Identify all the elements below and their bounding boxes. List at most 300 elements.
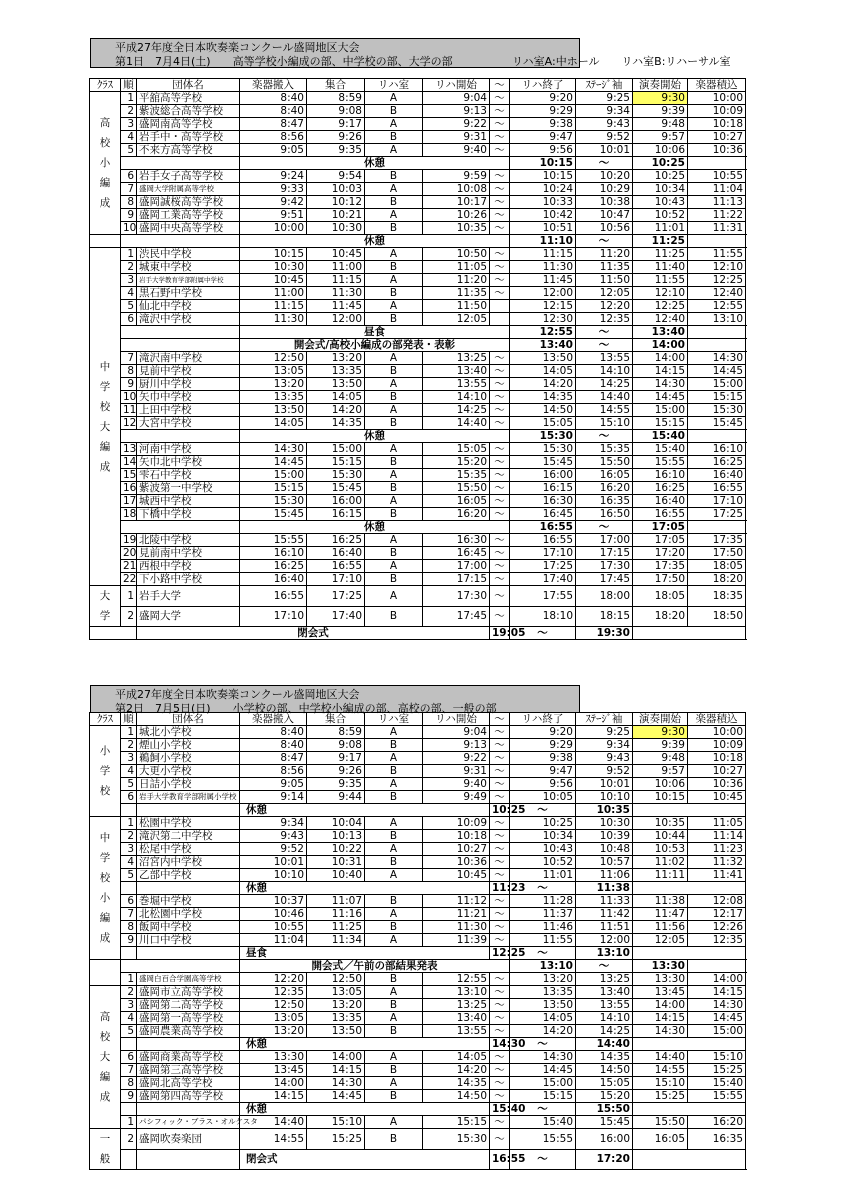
cell-room: A <box>365 986 423 999</box>
cell-rs: 13:25 <box>423 352 490 365</box>
order-number: 5 <box>121 869 137 882</box>
cell-load: 11:23 <box>688 843 746 856</box>
cell-room: B <box>365 765 423 778</box>
spacer-cell <box>688 235 746 248</box>
cell-meet: 14:05 <box>307 391 365 404</box>
cell-meet: 13:35 <box>307 365 365 378</box>
cell-room: B <box>365 365 423 378</box>
cell-perf: 13:30 <box>633 973 688 986</box>
cell-room: B <box>365 547 423 560</box>
cell-stage: 11:51 <box>576 921 633 934</box>
order-number: 7 <box>121 183 137 196</box>
cell-perf: 10:44 <box>633 830 688 843</box>
cell-room: B <box>365 895 423 908</box>
cell-room: A <box>365 248 423 261</box>
cell-room: B <box>365 999 423 1012</box>
cell-load: 11:14 <box>688 830 746 843</box>
cell-rs: 15:50 <box>423 482 490 495</box>
class-label: 一般 <box>99 1133 111 1165</box>
cell-perf: 12:40 <box>633 313 688 326</box>
spacer-cell <box>90 627 137 640</box>
spacer-cell <box>121 157 240 170</box>
cell-tilde: ～ <box>490 391 510 404</box>
cell-load: 10:27 <box>688 131 746 144</box>
cell-re: 17:25 <box>510 560 576 573</box>
cell-re: 9:29 <box>510 105 576 118</box>
cell-inst: 9:05 <box>240 778 307 791</box>
cell-load: 14:00 <box>688 973 746 986</box>
cell-rs: 14:40 <box>423 417 490 430</box>
order-number: 10 <box>121 222 137 235</box>
cell-inst: 13:30 <box>240 1051 307 1064</box>
spacer-cell <box>121 235 240 248</box>
break-label: 昼食 <box>240 947 490 960</box>
cell-tilde: ～ <box>490 1077 510 1090</box>
group-name: 大更小学校 <box>137 765 240 778</box>
cell-stage: 16:20 <box>576 482 633 495</box>
class-label-cell <box>90 1129 121 1170</box>
cell-tilde: ～ <box>490 105 510 118</box>
cell-load: 14:15 <box>688 986 746 999</box>
day1-header <box>90 38 580 68</box>
cell-rs: 11:39 <box>423 934 490 947</box>
group-name: 仙北中学校 <box>137 300 240 313</box>
cell-meet: 10:45 <box>307 248 365 261</box>
cell-stage: 11:06 <box>576 869 633 882</box>
cell-tilde: ～ <box>490 1116 510 1129</box>
break-row <box>90 326 746 339</box>
cell-re: 17:55 <box>510 586 576 607</box>
cell-re: 11:46 <box>510 921 576 934</box>
cell-perf: 10:35 <box>633 817 688 830</box>
cell-perf: 10:06 <box>633 778 688 791</box>
cell-tilde: ～ <box>490 856 510 869</box>
cell-meet: 9:54 <box>307 170 365 183</box>
cell-rs: 11:35 <box>423 287 490 300</box>
cell-load: 12:26 <box>688 921 746 934</box>
cell-load: 12:25 <box>688 274 746 287</box>
cell-load: 10:09 <box>688 105 746 118</box>
cell-rs: 15:20 <box>423 456 490 469</box>
cell-perf: 10:15 <box>633 791 688 804</box>
cell-rs: 14:35 <box>423 1077 490 1090</box>
cell-stage: 17:15 <box>576 547 633 560</box>
order-number: 1 <box>121 92 137 105</box>
cell-inst: 12:20 <box>240 973 307 986</box>
cell-rs: 13:55 <box>423 378 490 391</box>
cell-tilde: ～ <box>490 248 510 261</box>
break-end: 15:50 <box>576 1103 633 1116</box>
cell-re: 15:55 <box>510 1129 576 1150</box>
cell-stage: 9:52 <box>576 131 633 144</box>
rehearsal-room-legend: リハ室A:中ホール リハ室B:リハーサル室 <box>512 55 731 68</box>
cell-inst: 15:55 <box>240 534 307 547</box>
table-row <box>90 1064 746 1077</box>
cell-re: 9:20 <box>510 726 576 739</box>
cell-inst: 9:33 <box>240 183 307 196</box>
cell-inst: 11:00 <box>240 287 307 300</box>
break-row <box>90 1103 746 1116</box>
cell-perf: 9:48 <box>633 752 688 765</box>
cell-inst: 10:10 <box>240 869 307 882</box>
cell-room: B <box>365 1025 423 1038</box>
table-row <box>90 908 746 921</box>
cell-load: 10:27 <box>688 765 746 778</box>
spacer-cell <box>121 1149 137 1170</box>
cell-rs: 15:30 <box>423 1129 490 1150</box>
cell-rs: 9:40 <box>423 778 490 791</box>
order-number: 17 <box>121 495 137 508</box>
cell-perf: 9:30 <box>633 92 688 105</box>
cell-rs: 17:15 <box>423 573 490 586</box>
cell-room: B <box>365 830 423 843</box>
break-tilde: ～ <box>510 947 576 960</box>
order-number: 2 <box>121 986 137 999</box>
column-header: 演奏開始 <box>633 713 688 726</box>
cell-load: 17:25 <box>688 508 746 521</box>
cell-tilde: ～ <box>490 1090 510 1103</box>
cell-meet: 17:10 <box>307 573 365 586</box>
cell-stage: 9:25 <box>576 726 633 739</box>
group-name: 大宮中学校 <box>137 417 240 430</box>
cell-tilde: ～ <box>490 261 510 274</box>
cell-meet: 14:35 <box>307 417 365 430</box>
cell-stage: 18:15 <box>576 606 633 627</box>
table-row <box>90 261 746 274</box>
cell-stage: 11:35 <box>576 261 633 274</box>
class-label: 中学校小編成 <box>99 832 111 944</box>
spacer-cell <box>121 430 240 443</box>
cell-rs: 9:59 <box>423 170 490 183</box>
cell-rs: 14:50 <box>423 1090 490 1103</box>
cell-stage: 9:43 <box>576 752 633 765</box>
cell-stage: 9:34 <box>576 105 633 118</box>
cell-meet: 14:00 <box>307 1051 365 1064</box>
class-label-cell <box>90 960 121 986</box>
cell-rs: 10:09 <box>423 817 490 830</box>
table-row <box>90 560 746 573</box>
cell-perf: 9:39 <box>633 739 688 752</box>
cell-re: 10:52 <box>510 856 576 869</box>
table-row <box>90 1051 746 1064</box>
cell-load: 15:25 <box>688 1064 746 1077</box>
table-row <box>90 573 746 586</box>
cell-re: 17:40 <box>510 573 576 586</box>
cell-tilde: ～ <box>490 1012 510 1025</box>
cell-meet: 15:25 <box>307 1129 365 1150</box>
group-name: 盛岡第三高等学校 <box>137 1064 240 1077</box>
cell-rs: 9:13 <box>423 105 490 118</box>
cell-meet: 16:55 <box>307 560 365 573</box>
group-name: 城西中学校 <box>137 495 240 508</box>
cell-room: A <box>365 274 423 287</box>
cell-stage: 13:25 <box>576 973 633 986</box>
group-name: 沼宮内中学校 <box>137 856 240 869</box>
break-end: 10:25 <box>633 157 688 170</box>
table-row <box>90 300 746 313</box>
day1-subtitle: 第1日 7月4日(土) 高等学校小編成の部、中学校の部、大学の部 <box>115 55 453 68</box>
cell-stage: 14:35 <box>576 1051 633 1064</box>
table-row <box>90 973 746 986</box>
cell-re: 13:20 <box>510 973 576 986</box>
table-row <box>90 222 746 235</box>
cell-re: 11:45 <box>510 274 576 287</box>
cell-load: 14:30 <box>688 352 746 365</box>
class-label-cell <box>90 586 121 627</box>
cell-room: A <box>365 300 423 313</box>
cell-stage: 16:50 <box>576 508 633 521</box>
cell-inst: 8:56 <box>240 765 307 778</box>
cell-tilde: ～ <box>490 469 510 482</box>
cell-room: B <box>365 131 423 144</box>
cell-inst: 10:37 <box>240 895 307 908</box>
order-number: 8 <box>121 365 137 378</box>
cell-meet: 10:31 <box>307 856 365 869</box>
cell-perf: 14:55 <box>633 1064 688 1077</box>
cell-load: 15:55 <box>688 1090 746 1103</box>
cell-rs: 15:15 <box>423 1116 490 1129</box>
group-name: パシフィック・ブラス・オルケスタ <box>137 1116 240 1129</box>
cell-perf: 16:55 <box>633 508 688 521</box>
table-row <box>90 469 746 482</box>
cell-room: B <box>365 287 423 300</box>
break-tilde: ～ <box>510 1103 576 1116</box>
cell-meet: 10:22 <box>307 843 365 856</box>
cell-meet: 17:25 <box>307 586 365 607</box>
cell-load: 15:15 <box>688 391 746 404</box>
cell-inst: 9:51 <box>240 209 307 222</box>
cell-meet: 9:08 <box>307 105 365 118</box>
cell-meet: 11:16 <box>307 908 365 921</box>
column-header: 集合 <box>307 79 365 92</box>
cell-stage: 10:57 <box>576 856 633 869</box>
day1-title: 平成27年度全日本吹奏楽コンクール盛岡地区大会 <box>115 41 360 54</box>
cell-room: A <box>365 1012 423 1025</box>
cell-room: A <box>365 726 423 739</box>
group-name: 滝沢南中学校 <box>137 352 240 365</box>
spacer-cell <box>121 521 240 534</box>
break-start: 11:23 <box>490 882 510 895</box>
cell-tilde: ～ <box>490 606 510 627</box>
cell-perf: 15:40 <box>633 443 688 456</box>
cell-load: 18:35 <box>688 586 746 607</box>
cell-perf: 9:30 <box>633 726 688 739</box>
cell-meet: 13:20 <box>307 999 365 1012</box>
cell-perf: 18:05 <box>633 586 688 607</box>
table-row <box>90 1090 746 1103</box>
cell-inst: 13:45 <box>240 1064 307 1077</box>
cell-re: 16:45 <box>510 508 576 521</box>
cell-inst: 15:45 <box>240 508 307 521</box>
spacer-cell <box>633 804 746 817</box>
cell-meet: 9:35 <box>307 778 365 791</box>
cell-tilde: ～ <box>490 908 510 921</box>
cell-tilde: ～ <box>490 118 510 131</box>
cell-meet: 9:17 <box>307 118 365 131</box>
cell-rs: 13:40 <box>423 365 490 378</box>
cell-tilde: ～ <box>490 986 510 999</box>
cell-rs: 16:30 <box>423 534 490 547</box>
cell-meet: 12:50 <box>307 973 365 986</box>
cell-meet: 11:00 <box>307 261 365 274</box>
cell-stage: 14:40 <box>576 391 633 404</box>
cell-tilde: ～ <box>490 352 510 365</box>
cell-load: 10:00 <box>688 92 746 105</box>
order-number: 6 <box>121 313 137 326</box>
cell-inst: 13:05 <box>240 365 307 378</box>
cell-rs: 11:30 <box>423 921 490 934</box>
cell-room: A <box>365 92 423 105</box>
cell-rs: 10:18 <box>423 830 490 843</box>
break-tilde: ～ <box>510 804 576 817</box>
cell-re: 16:55 <box>510 534 576 547</box>
cell-load: 15:30 <box>688 404 746 417</box>
table-row <box>90 209 746 222</box>
order-number: 5 <box>121 144 137 157</box>
break-row <box>90 430 746 443</box>
spacer-cell <box>121 339 240 352</box>
cell-re: 9:38 <box>510 752 576 765</box>
cell-stage: 10:38 <box>576 196 633 209</box>
cell-perf: 11:01 <box>633 222 688 235</box>
cell-load: 13:10 <box>688 313 746 326</box>
table-row <box>90 752 746 765</box>
cell-meet: 14:15 <box>307 1064 365 1077</box>
cell-inst: 17:10 <box>240 606 307 627</box>
break-label: 休憩 <box>240 804 490 817</box>
cell-room: A <box>365 144 423 157</box>
cell-perf: 13:45 <box>633 986 688 999</box>
cell-perf: 17:50 <box>633 573 688 586</box>
cell-stage: 12:20 <box>576 300 633 313</box>
day2-header <box>90 685 580 713</box>
cell-load: 10:36 <box>688 778 746 791</box>
cell-meet: 16:40 <box>307 547 365 560</box>
cell-re: 9:47 <box>510 131 576 144</box>
class-label: 大学 <box>99 590 111 622</box>
cell-re: 10:34 <box>510 830 576 843</box>
cell-re: 10:25 <box>510 817 576 830</box>
cell-tilde: ～ <box>490 830 510 843</box>
break-start: 16:55 <box>490 1149 510 1170</box>
table-row <box>90 586 746 607</box>
group-name: 見前中学校 <box>137 365 240 378</box>
cell-rs: 14:25 <box>423 404 490 417</box>
cell-inst: 10:01 <box>240 856 307 869</box>
cell-load: 18:50 <box>688 606 746 627</box>
column-header: 楽器積込 <box>688 713 746 726</box>
order-number: 6 <box>121 895 137 908</box>
order-number: 6 <box>121 791 137 804</box>
cell-load: 10:55 <box>688 170 746 183</box>
order-number: 5 <box>121 1025 137 1038</box>
class-label-cell <box>90 235 121 248</box>
cell-re: 10:05 <box>510 791 576 804</box>
group-name: 紫波第一中学校 <box>137 482 240 495</box>
column-header: ｸﾗｽ <box>90 713 121 726</box>
cell-tilde: ～ <box>490 739 510 752</box>
table-row <box>90 352 746 365</box>
cell-tilde: ～ <box>490 765 510 778</box>
cell-meet: 11:45 <box>307 300 365 313</box>
table-row <box>90 856 746 869</box>
cell-inst: 11:15 <box>240 300 307 313</box>
column-header: 順 <box>121 713 137 726</box>
cell-room: A <box>365 352 423 365</box>
cell-load: 18:20 <box>688 573 746 586</box>
cell-stage: 9:52 <box>576 765 633 778</box>
break-row <box>90 339 746 352</box>
cell-rs: 9:40 <box>423 144 490 157</box>
cell-inst: 8:47 <box>240 118 307 131</box>
order-number: 15 <box>121 469 137 482</box>
cell-stage: 14:25 <box>576 1025 633 1038</box>
cell-re: 11:01 <box>510 869 576 882</box>
order-number: 1 <box>121 973 137 986</box>
table-row <box>90 118 746 131</box>
cell-inst: 15:15 <box>240 482 307 495</box>
cell-re: 14:50 <box>510 404 576 417</box>
break-tilde: ～ <box>576 157 633 170</box>
order-number: 7 <box>121 1064 137 1077</box>
table-row <box>90 92 746 105</box>
order-number: 4 <box>121 131 137 144</box>
table-row <box>90 921 746 934</box>
group-name: 渋民中学校 <box>137 248 240 261</box>
cell-inst: 9:34 <box>240 817 307 830</box>
table-row <box>90 131 746 144</box>
order-number: 2 <box>121 261 137 274</box>
cell-perf: 15:50 <box>633 1116 688 1129</box>
spacer-cell <box>688 326 746 339</box>
cell-stage: 15:50 <box>576 456 633 469</box>
cell-room: A <box>365 843 423 856</box>
break-start: 12:55 <box>510 326 576 339</box>
break-label: 休憩 <box>240 1103 490 1116</box>
cell-re: 10:15 <box>510 170 576 183</box>
group-name: 盛岡北高等学校 <box>137 1077 240 1090</box>
cell-re: 13:50 <box>510 352 576 365</box>
cell-perf: 16:40 <box>633 495 688 508</box>
cell-stage: 10:29 <box>576 183 633 196</box>
cell-rs: 17:30 <box>423 586 490 607</box>
cell-rs: 14:10 <box>423 391 490 404</box>
order-number: 6 <box>121 170 137 183</box>
spacer-cell <box>137 947 240 960</box>
group-name: 盛岡大学附属高等学校 <box>137 183 240 196</box>
table-row <box>90 287 746 300</box>
cell-inst: 8:40 <box>240 92 307 105</box>
cell-meet: 10:03 <box>307 183 365 196</box>
cell-inst: 14:45 <box>240 456 307 469</box>
cell-rs: 16:45 <box>423 547 490 560</box>
table-row <box>90 183 746 196</box>
column-header: 順 <box>121 79 137 92</box>
cell-re: 11:15 <box>510 248 576 261</box>
column-header: 集合 <box>307 713 365 726</box>
cell-perf: 12:05 <box>633 934 688 947</box>
group-name: 河南中学校 <box>137 443 240 456</box>
spacer-cell <box>121 1103 137 1116</box>
table-row <box>90 313 746 326</box>
group-name: 矢巾北中学校 <box>137 456 240 469</box>
cell-perf: 11:55 <box>633 274 688 287</box>
cell-inst: 13:20 <box>240 1025 307 1038</box>
break-label: 休憩 <box>240 1038 490 1051</box>
cell-inst: 13:35 <box>240 391 307 404</box>
cell-re: 10:33 <box>510 196 576 209</box>
cell-tilde: ～ <box>490 131 510 144</box>
